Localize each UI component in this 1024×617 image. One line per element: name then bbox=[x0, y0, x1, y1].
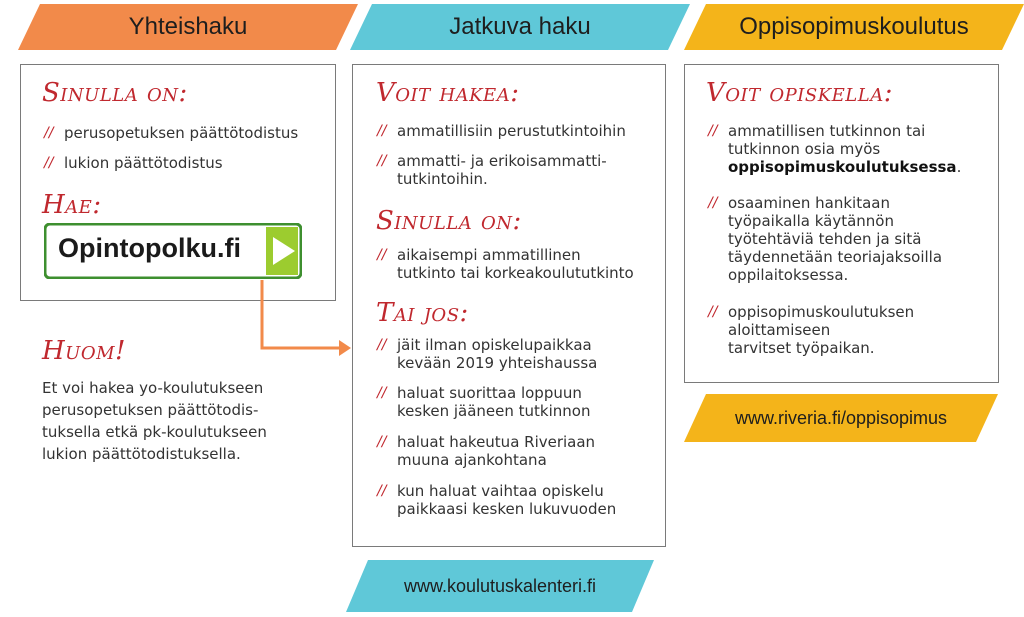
slash-icon: // bbox=[708, 195, 718, 211]
col2-heading-voit-hakea: Voit hakea: bbox=[376, 78, 520, 108]
col2-item-6: // haluat hakeutua Riveriaan muuna ajankohtana bbox=[377, 433, 596, 469]
opintopolku-link[interactable] bbox=[44, 223, 302, 279]
slash-icon: // bbox=[708, 123, 718, 139]
col2-heading-sinulla-on: Sinulla on: bbox=[376, 206, 522, 236]
banner-yhteishaku bbox=[18, 4, 358, 50]
hae-heading: Hae: bbox=[42, 190, 102, 220]
opintopolku-label: Opintopolku.fi bbox=[58, 233, 241, 263]
huom-note: Et voi hakea yo-koulutukseen perusopetuksen päättötodis- tuksella etkä pk-koulutukseen lukion päättötodistuksella. bbox=[42, 379, 267, 463]
col3-item-3: // oppisopimuskoulutuksen aloittamiseen tarvitset työpaikan. bbox=[708, 303, 915, 357]
slash-icon: // bbox=[377, 123, 387, 139]
col2-item-7: // kun haluat vaihtaa opiskelu paikkaasi kesken lukuvuoden bbox=[377, 482, 617, 518]
col2-item-5: // haluat suorittaa loppuun kesken jääneen tutkinnon bbox=[377, 384, 591, 420]
arrow-head-icon bbox=[339, 340, 351, 356]
col1-heading: Sinulla on: bbox=[42, 78, 188, 108]
col2-item-3: // aikaisempi ammatillinen tutkinto tai korkeakoulututkinto bbox=[377, 246, 634, 282]
col3-heading: Voit opiskella: bbox=[706, 78, 893, 108]
col3-item-1: // ammatillisen tutkinnon tai tutkinnon osia myös oppisopimuskoulutuksessa. bbox=[708, 122, 962, 176]
huom-heading: Huom! bbox=[42, 336, 126, 366]
riveria-oppisopimus-label: www.riveria.fi/oppisopimus bbox=[734, 407, 948, 428]
banner-jatkuva-haku bbox=[350, 4, 690, 50]
banner-oppisopimus-label: Oppisopimuskoulutus bbox=[739, 13, 969, 40]
col1-item-1: // perusopetuksen päättötodistus bbox=[44, 124, 299, 142]
banner-yhteishaku-label: Yhteishaku bbox=[128, 13, 248, 40]
slash-icon: // bbox=[377, 434, 387, 450]
slash-icon: // bbox=[377, 337, 387, 353]
col2-item-2: // ammatti- ja erikoisammatti- tutkintoihin. bbox=[377, 152, 607, 188]
slash-icon: // bbox=[44, 125, 54, 141]
slash-icon: // bbox=[377, 385, 387, 401]
col1-item-2: // lukion päättötodistus bbox=[44, 154, 223, 172]
koulutuskalenteri-link[interactable] bbox=[346, 560, 654, 612]
slash-icon: // bbox=[377, 153, 387, 169]
slash-icon: // bbox=[377, 247, 387, 263]
riveria-oppisopimus-link[interactable] bbox=[684, 394, 998, 442]
banner-jatkuva-label: Jatkuva haku bbox=[449, 13, 591, 40]
col3-item-2: // osaaminen hankitaan työpaikalla käytännön työtehtäviä tehden ja sitä täydennetään teoriajaksoilla oppilaitoksessa. bbox=[708, 194, 943, 284]
slash-icon: // bbox=[44, 155, 54, 171]
koulutuskalenteri-label: www.koulutuskalenteri.fi bbox=[403, 575, 597, 596]
slash-icon: // bbox=[377, 483, 387, 499]
banner-oppisopimus bbox=[684, 4, 1024, 50]
col2-item-1: // ammatillisiin perustutkintoihin bbox=[377, 122, 626, 140]
col2-item-4: // jäit ilman opiskelupaikkaa kevään 2019 yhteishaussa bbox=[377, 336, 598, 372]
slash-icon: // bbox=[708, 304, 718, 320]
connector-arrow bbox=[255, 278, 355, 358]
col2-heading-tai-jos: Tai jos: bbox=[376, 298, 469, 328]
